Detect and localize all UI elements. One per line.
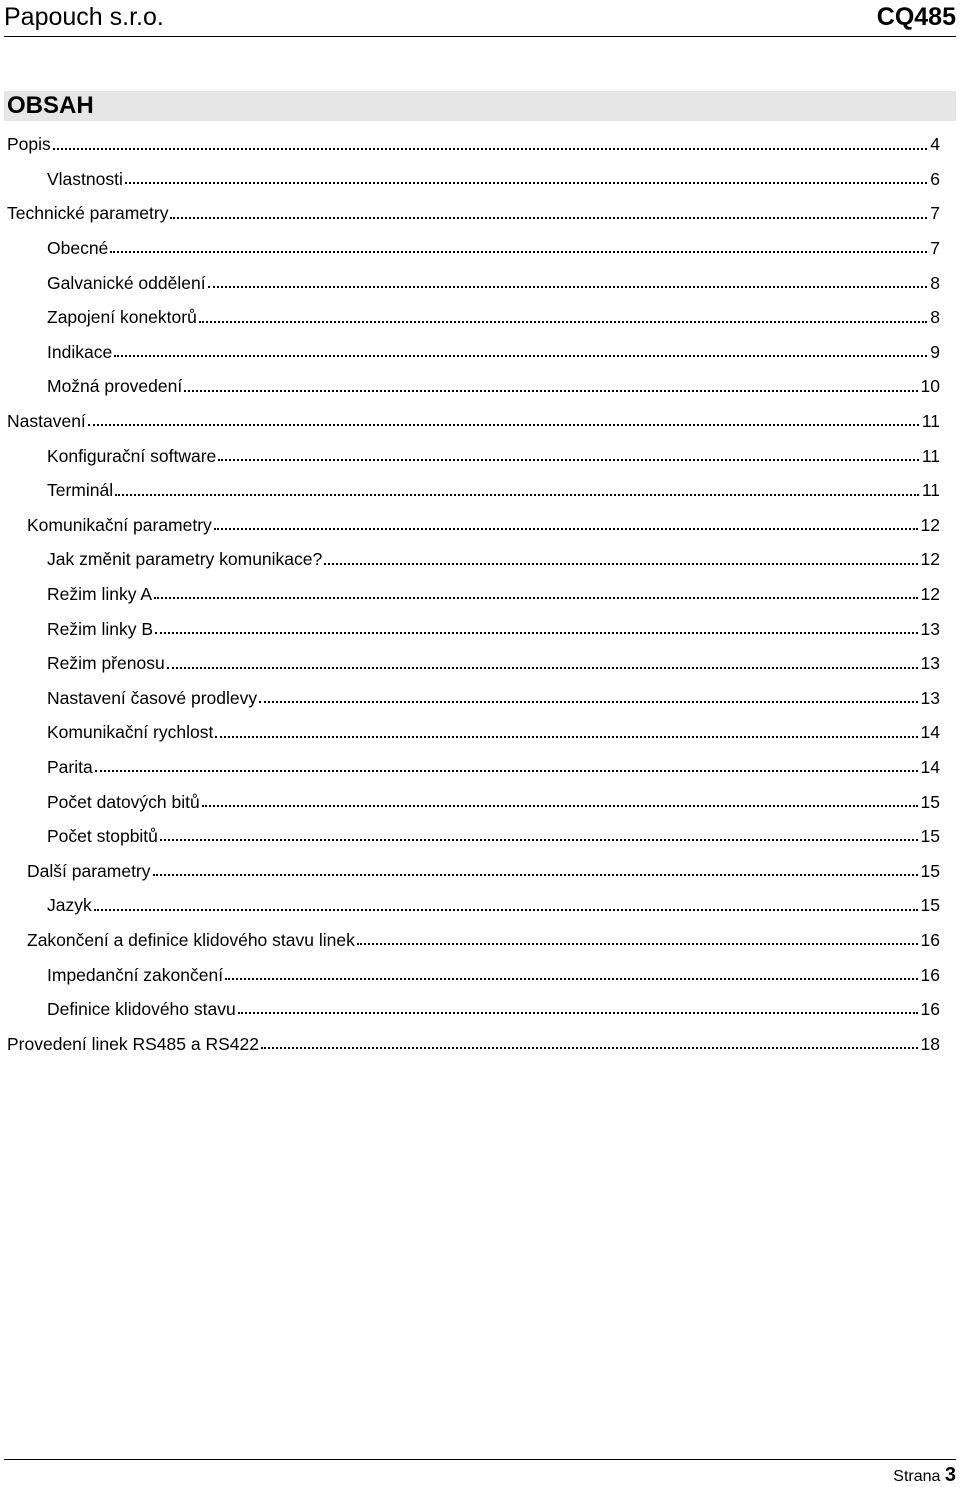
toc-entry[interactable] [0, 681, 960, 716]
page-header [4, 0, 956, 37]
toc-entry-title[interactable]: Zakončení a definice klidového stavu linek [27, 929, 355, 950]
toc-dot-leader [110, 250, 927, 253]
page-number: 3 [944, 1464, 956, 1486]
toc-entry-page[interactable]: 12 [920, 584, 940, 605]
toc-dot-leader [154, 596, 918, 599]
toc-dot-leader [114, 354, 927, 357]
toc-entry-title[interactable]: Počet stopbitů [47, 826, 158, 847]
toc-heading: OBSAH [4, 91, 956, 121]
toc-entry-page[interactable]: 11 [921, 480, 940, 501]
toc-dot-leader [199, 320, 927, 323]
toc-dot-leader [160, 838, 918, 841]
page-indicator [893, 1465, 956, 1487]
toc-dot-leader [88, 423, 919, 426]
toc-entry[interactable] [0, 473, 960, 508]
toc-entry-page[interactable]: 15 [920, 895, 940, 916]
toc-entry-title[interactable]: Možná provedení [47, 376, 183, 397]
toc-entry[interactable] [0, 992, 960, 1027]
toc-dot-leader [208, 285, 928, 288]
toc-dot-leader [215, 735, 917, 738]
toc-entry-page[interactable]: 13 [920, 618, 940, 639]
toc-entry-title[interactable]: Nastavení [7, 411, 86, 432]
product-name: CQ485 [876, 3, 956, 31]
toc-entry-title[interactable]: Komunikační parametry [27, 514, 212, 535]
toc-entry-page[interactable]: 7 [930, 238, 940, 259]
toc-entry-title[interactable]: Vlastnosti [47, 168, 123, 189]
toc-dot-leader [238, 1011, 918, 1014]
toc-entry-page[interactable]: 9 [930, 341, 940, 362]
toc-dot-leader [259, 700, 917, 703]
toc-entry[interactable] [0, 784, 960, 819]
toc-dot-leader [261, 1046, 918, 1049]
toc-entry-title[interactable]: Nastavení časové prodlevy [47, 687, 258, 708]
toc-entry[interactable] [0, 1026, 960, 1061]
toc-entry-page[interactable]: 18 [920, 1033, 940, 1054]
toc-entry-title[interactable]: Režim linky B [47, 618, 153, 639]
toc-dot-leader [95, 769, 918, 772]
toc-dot-leader [125, 181, 927, 184]
toc-entry[interactable] [0, 923, 960, 958]
toc-entry[interactable] [0, 853, 960, 888]
toc-entry-page[interactable]: 12 [920, 549, 940, 570]
toc-entry[interactable] [0, 335, 960, 370]
company-name: Papouch s.r.o. [4, 3, 164, 31]
toc-entry-title[interactable]: Terminál [47, 480, 114, 501]
toc-dot-leader [155, 631, 918, 634]
toc-entry-title[interactable]: Komunikační rychlost [47, 722, 214, 743]
toc-dot-leader [214, 527, 918, 530]
toc-entry-page[interactable]: 15 [920, 791, 940, 812]
toc-entry[interactable] [0, 888, 960, 923]
toc-entry-title[interactable]: Indikace [47, 341, 113, 362]
toc-entry-page[interactable]: 12 [920, 514, 940, 535]
toc-entry-title[interactable]: Parita [47, 756, 93, 777]
toc-entry-page[interactable]: 14 [920, 756, 940, 777]
toc-entry-title[interactable]: Impedanční zakončení [47, 964, 224, 985]
toc-entry[interactable] [0, 265, 960, 300]
toc-entry-title[interactable]: Galvanické oddělení [47, 272, 206, 293]
toc-entry[interactable] [0, 577, 960, 612]
toc-entry[interactable] [0, 231, 960, 266]
toc-entry-title[interactable]: Počet datových bitů [47, 791, 200, 812]
toc-entry[interactable] [0, 404, 960, 439]
toc-entry-title[interactable]: Jak změnit parametry komunikace? [47, 549, 323, 570]
toc-entry-page[interactable]: 16 [920, 999, 940, 1020]
toc-entry-title[interactable]: Zapojení konektorů [47, 307, 197, 328]
toc-entry[interactable] [0, 508, 960, 543]
toc-entry-page[interactable]: 7 [930, 203, 940, 224]
toc-entry-title[interactable]: Provedení linek RS485 a RS422 [7, 1033, 259, 1054]
toc-entry-page[interactable]: 11 [921, 445, 940, 466]
toc-entry-page[interactable]: 10 [920, 376, 940, 397]
toc-dot-leader [153, 873, 918, 876]
toc-entry-title[interactable]: Technické parametry [7, 203, 169, 224]
toc-entry-page[interactable]: 13 [920, 687, 940, 708]
toc-entry[interactable] [0, 646, 960, 681]
toc-entry[interactable] [0, 611, 960, 646]
toc-dot-leader [202, 804, 918, 807]
toc-entry-page[interactable]: 6 [930, 168, 940, 189]
toc-dot-leader [53, 147, 927, 150]
toc-entry-page[interactable]: 15 [920, 826, 940, 847]
toc-entry-page[interactable]: 4 [930, 134, 940, 155]
toc-entry-title[interactable]: Jazyk [47, 895, 92, 916]
toc-entry-page[interactable]: 15 [920, 860, 940, 881]
toc-dot-leader [94, 908, 918, 911]
toc-entry[interactable] [0, 750, 960, 785]
toc-entry-page[interactable]: 8 [930, 272, 940, 293]
toc-entry[interactable] [0, 196, 960, 231]
toc-dot-leader [167, 666, 918, 669]
toc-entry[interactable] [0, 300, 960, 335]
toc-entry[interactable] [0, 715, 960, 750]
toc-entry-title[interactable]: Definice klidového stavu [47, 999, 236, 1020]
toc-entry-page[interactable]: 13 [920, 653, 940, 674]
toc-dot-leader [357, 942, 918, 945]
toc-entry[interactable] [0, 369, 960, 404]
toc-entry-title[interactable]: Popis [7, 134, 51, 155]
page-label: Strana [893, 1468, 941, 1485]
toc-entry-page[interactable]: 11 [921, 411, 940, 432]
toc-dot-leader [324, 562, 917, 565]
toc-dot-leader [115, 493, 919, 496]
toc-entry-page[interactable]: 14 [920, 722, 940, 743]
toc-entry-title[interactable]: Režim linky A [47, 584, 153, 605]
toc-entry[interactable] [0, 542, 960, 577]
toc-entry-page[interactable]: 16 [920, 929, 940, 950]
toc-entry[interactable] [0, 162, 960, 197]
toc-dot-leader [184, 389, 917, 392]
toc-entry[interactable] [0, 127, 960, 162]
toc-entry-title[interactable]: Další parametry [27, 860, 151, 881]
toc-entry[interactable] [0, 819, 960, 854]
toc-entry-title[interactable]: Režim přenosu [47, 653, 165, 674]
toc-dot-leader [218, 458, 919, 461]
page-footer [4, 1459, 956, 1486]
toc-entry[interactable] [0, 957, 960, 992]
toc-dot-leader [225, 977, 917, 980]
toc-dot-leader [170, 216, 927, 219]
toc-entry-title[interactable]: Obecné [47, 238, 109, 259]
toc-entry-page[interactable]: 16 [920, 964, 940, 985]
table-of-contents [0, 127, 960, 1061]
toc-entry-page[interactable]: 8 [930, 307, 940, 328]
toc-entry-title[interactable]: Konfigurační software [47, 445, 217, 466]
toc-entry[interactable] [0, 438, 960, 473]
